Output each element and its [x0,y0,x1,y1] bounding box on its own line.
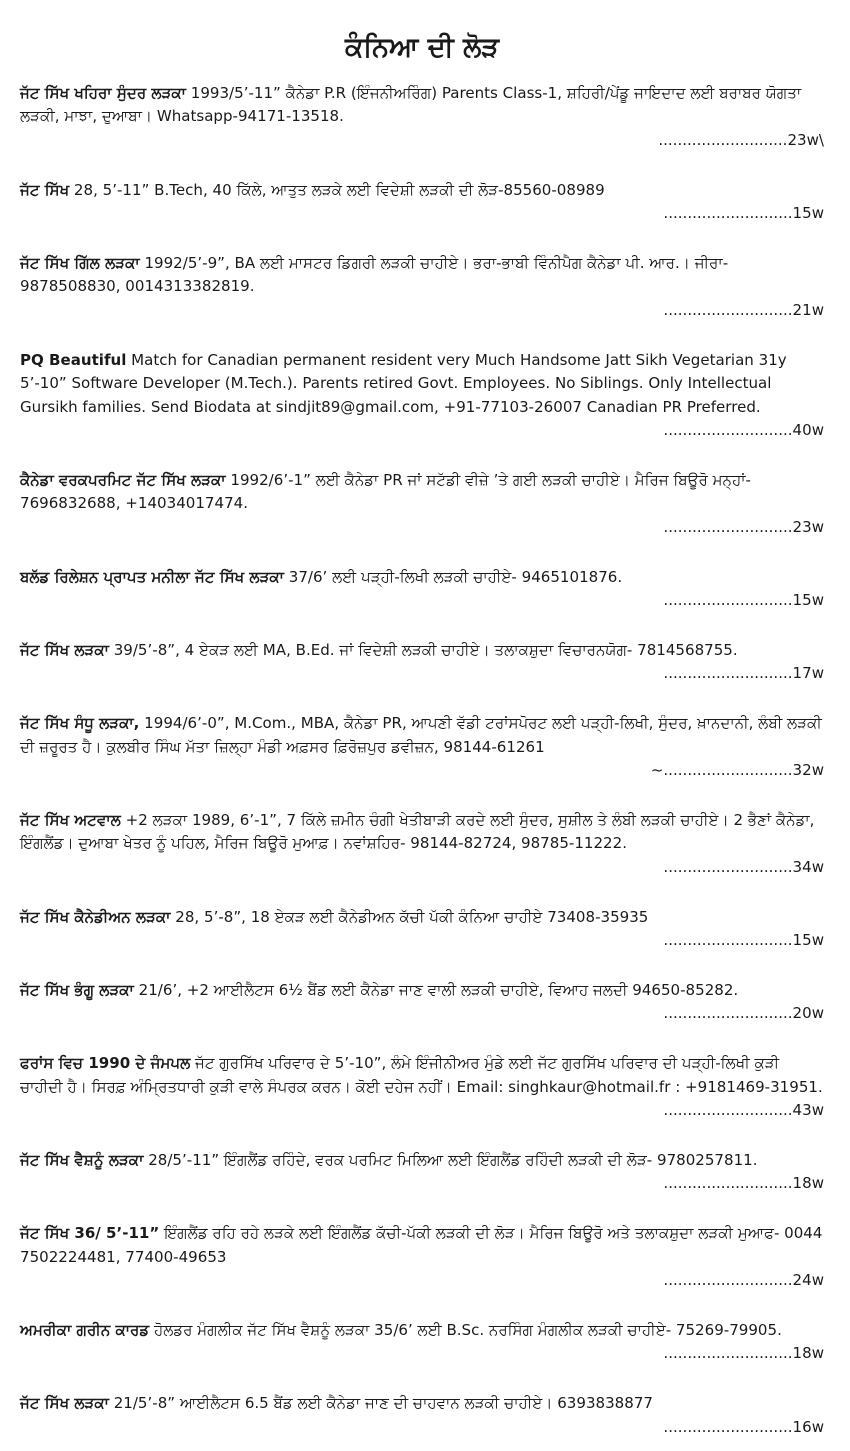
ad-lead: PQ Beautiful [20,350,127,369]
ad-code: ...........................21w [663,300,824,319]
ad-text: 39/5’-8”, 4 ਏਕੜ ਲਈ MA, B.Ed. ਜਾਂ ਵਿਦੇਸ਼ੀ ਲੜਕੀ ਚਾਹੀਏ। ਤਲਾਕਸ਼ੁਦਾ ਵਿਚਾਰਨਯੋਗ- 7814568755. [113,640,738,659]
ad-text: 21/6’, +2 ਆਈਲੈਟਸ 6½ ਬੈਂਡ ਲਈ ਕੈਨੇਡਾ ਜਾਣ ਵਾਲੀ ਲੜਕੀ ਚਾਹੀਏ, ਵਿਆਹ ਜਲਦੀ 94650-85282. [138,980,739,999]
ad-lead: ਬਲੱਡ ਰਿਲੇਸ਼ਨ ਪ੍ਰਾਪਤ ਮਨੀਲਾ ਜੱਟ ਸਿੱਖ ਲੜਕਾ [20,567,284,586]
ad-code: ...........................16w [663,1417,824,1436]
classified-ad [20,349,824,443]
ad-text: ਹੋਲਡਰ ਮੰਗਲੀਕ ਜੱਟ ਸਿੱਖ ਵੈਸ਼ਨੂੰ ਲੜਕਾ 35/6’ ਲਈ B.Sc. ਨਰਸਿੰਗ ਮੰਗਲੀਕ ਲੜਕੀ ਚਾਹੀਏ- 75269-79905. [153,1321,782,1340]
ad-text: 21/5’-8” ਆਈਲੈਟਸ 6.5 ਬੈਂਡ ਲਈ ਕੈਨੇਡਾ ਜਾਣ ਦੀ ਚਾਹਵਾਨ ਲੜਕੀ ਚਾਹੀਏ। 6393838877 [113,1394,653,1413]
ad-lead: ਜੱਟ ਸਿੱਖ 36/ 5’-11” [20,1224,160,1243]
classified-ad [20,712,824,782]
ad-lead: ਜੱਟ ਸਿੱਖ ਲੜਕਾ [20,640,109,659]
ad-lead: ਜੱਟ ਸਿੱਖ ਗਿੱਲ ਲੜਕਾ [20,254,140,273]
ad-lead: ਕੈਨੇਡਾ ਵਰਕਪਰਮਿਟ ਜੱਟ ਸਿੱਖ ਲੜਕਾ [20,470,226,489]
page-title: ਕੰਨਿਆ ਦੀ ਲੋੜ [344,32,500,63]
ad-code: ...........................20w [663,1004,824,1023]
ad-text: +2 ਲੜਕਾ 1989, 6’-1”, 7 ਕਿੱਲੇ ਜ਼ਮੀਨ ਚੰਗੀ ਖੇਤੀਬਾੜੀ ਕਰਦੇ ਲਈ ਸੁੰਦਰ, ਸੁਸ਼ੀਲ ਤੇ ਲੰਬੀ ਲੜਕੀ ਚਾਹੀਏ। 2 ਭੈਣਾਂ ਕੈਨੇਡਾ, ਇੰਗਲੈਂਡ। ਦੁਆਬਾ ਖੇਤਰ ਨੂੰ ਪਹਿਲ, ਮੈਰਿਜ ਬਿਊਰੋ ਮੁਆਫ਼। ਨਵਾਂਸ਼ਹਿਰ- 98144-82724, 98785-11222. [20,810,815,853]
ad-code: ...........................34w [663,857,824,876]
classified-ad [20,179,824,226]
ad-code: ...........................43w [663,1101,824,1120]
classified-ad [20,82,824,152]
ad-code: ~...........................32w [650,761,824,780]
ad-lead: ਜੱਟ ਸਿੱਖ ਕੈਨੇਡੀਅਨ ਲੜਕਾ [20,907,171,926]
classified-ad [20,1222,824,1292]
ad-lead: ਜੱਟ ਸਿੱਖ ਲੜਕਾ [20,1394,109,1413]
classified-ad [20,1149,824,1196]
ad-code: ...........................15w [663,204,824,223]
ad-code: ...........................18w [663,1344,824,1363]
ad-lead: ਅਮਰੀਕਾ ਗਰੀਨ ਕਾਰਡ [20,1321,150,1340]
ad-code: ...........................15w [663,931,824,950]
ad-lead: ਜੱਟ ਸਿੱਖ ਵੈਸ਼ਨੂੰ ਲੜਕਾ [20,1151,144,1169]
classified-ad [20,252,824,322]
ad-text: Match for Canadian permanent resident very Much Handsome Jatt Sikh Vegetarian 31y 5’-10” Software Developer (M.Tech.). Parents retired Govt. Employees. No Siblings. Only Intellectual Gursikh families. Send Biodata at sindjit89@gmail.com, +91-77103-26007 Canadian PR Preferred. [20,350,787,416]
classified-ad [20,1052,824,1122]
ad-code: ...........................15w [663,591,824,609]
ad-text: 28/5’-11” ਇੰਗਲੈਂਡ ਰਹਿੰਦੇ, ਵਰਕ ਪਰਮਿਟ ਮਿਲਿਆ ਲਈ ਇੰਗਲੈਂਡ ਰਹਿੰਦੀ ਲੜਕੀ ਦੀ ਲੋੜ- 9780257811. [148,1151,758,1169]
classified-ad [20,566,824,613]
ad-code: ...........................23w\ [658,130,824,149]
ad-code: ...........................24w [663,1271,824,1290]
ad-text: ਜੱਟ ਗੁਰਸਿੱਖ ਪਰਿਵਾਰ ਦੇ 5’-10”, ਲੰਮੇ ਇੰਜੀਨੀਅਰ ਮੁੰਡੇ ਲਈ ਜੱਟ ਗੁਰਸਿੱਖ ਪਰਿਵਾਰ ਦੀ ਪੜ੍ਹੀ-ਲਿਖੀ ਕੁੜੀ ਚਾਹੀਦੀ ਹੈ। ਸਿਰਫ਼ ਅੰਮ੍ਰਿਤਧਾਰੀ ਕੁੜੀ ਵਾਲੇ ਸੰਪਰਕ ਕਰਨ। ਕੋਈ ਦਹੇਜ ਨਹੀਂ। Email: singhkaur@hotmail.fr : +9181469-31951. [20,1054,823,1096]
classified-ad [20,809,824,879]
ad-lead: ਜੱਟ ਸਿੱਖ [20,180,70,199]
ad-text: 37/6’ ਲਈ ਪੜ੍ਹੀ-ਲਿਖੀ ਲੜਕੀ ਚਾਹੀਏ- 9465101876. [288,567,623,586]
classified-ad [20,639,824,686]
ad-code: ...........................17w [663,664,824,683]
ad-text: 1992/6’-1” ਲਈ ਕੈਨੇਡਾ PR ਜਾਂ ਸਟੱਡੀ ਵੀਜ਼ੇ ’ਤੇ ਗਈ ਲੜਕੀ ਚਾਹੀਏ। ਮੈਰਿਜ ਬਿਊਰੋ ਮਨ੍ਹਾਂ- 7696832688, +14034017474. [20,470,751,513]
ad-lead: ਫਰਾਂਸ ਵਿਚ 1990 ਦੇ ਜੰਮਪਲ [20,1054,191,1073]
ad-text: 1994/6’-0”, M.Com., MBA, ਕੈਨੇਡਾ PR, ਆਪਣੀ ਵੱਡੀ ਟਰਾਂਸਪੋਰਟ ਲਈ ਪੜ੍ਹੀ-ਲਿਖੀ, ਸੁੰਦਰ, ਖ਼ਾਨਦਾਨੀ, ਲੰਬੀ ਲੜਕੀ ਦੀ ਜ਼ਰੂਰਤ ਹੈ। ਕੁਲਬੀਰ ਸਿੰਘ ਮੱਤਾ ਜ਼ਿਲ੍ਹਾ ਮੰਡੀ ਅਫ਼ਸਰ ਫ਼ਿਰੋਜ਼ਪੁਰ ਡਵੀਜ਼ਨ, 98144-61261 [20,714,822,756]
classified-ad [20,469,824,539]
classified-ad [20,1392,824,1439]
ad-code: ...........................40w [663,420,824,439]
ad-lead: ਜੱਟ ਸਿੱਖ ਸੰਧੂ ਲੜਕਾ, [20,714,140,733]
ad-text: 28, 5’-11” B.Tech, 40 ਕਿੱਲੇ, ਆਤੁਤ ਲੜਕੇ ਲਈ ਵਿਦੇਸ਼ੀ ਲੜਕੀ ਦੀ ਲੋੜ-85560-08989 [73,180,605,199]
ad-text: 28, 5’-8”, 18 ਏਕੜ ਲਈ ਕੈਨੇਡੀਅਨ ਕੱਚੀ ਪੱਕੀ ਕੰਨਿਆ ਚਾਹੀਏ 73408-35935 [175,907,649,926]
ad-lead: ਜੱਟ ਸਿੱਖ ਅਟਵਾਲ [20,810,121,829]
classified-ad [20,1319,824,1366]
ad-lead: ਜੱਟ ਸਿੱਖ ਖਹਿਰਾ ਸੁੰਦਰ ਲੜਕਾ [20,84,186,102]
classified-ad [20,906,824,953]
ad-text: 1992/5’-9”, BA ਲਈ ਮਾਸਟਰ ਡਿਗਰੀ ਲੜਕੀ ਚਾਹੀਏ। ਭਰਾ-ਭਾਬੀ ਵਿੰਨੀਪੈਗ ਕੈਨੇਡਾ ਪੀ. ਆਰ.। ਜੀਰਾ- 9878508830, 0014313382819. [20,254,729,296]
ad-code: ...........................18w [663,1174,824,1193]
classified-ad [20,979,824,1026]
ad-text: ਇੰਗਲੈਂਡ ਰਹਿ ਰਹੇ ਲੜਕੇ ਲਈ ਇੰਗਲੈਂਡ ਕੱਚੀ-ਪੱਕੀ ਲੜਕੀ ਦੀ ਲੋੜ। ਮੈਰਿਜ ਬਿਊਰੋ ਅਤੇ ਤਲਾਕਸ਼ੁਦਾ ਲੜਕੀ ਮੁਆਫ- 0044 7502224481, 77400-49653 [20,1224,823,1266]
ads-list [20,82,824,1439]
ad-text: 1993/5’-11” ਕੈਨੇਡਾ P.R (ਇੰਜਨੀਅਰਿੰਗ) Parents Class-1, ਸ਼ਹਿਰੀ/ਪੇਂਡੂ ਜਾਇਦਾਦ ਲਈ ਬਰਾਬਰ ਯੋਗਤਾ ਲੜਕੀ, ਮਾਝਾ, ਦੁਆਬਾ। Whatsapp-94171-13518. [20,84,802,126]
ad-code: ...........................23w [663,517,824,536]
ad-lead: ਜੱਟ ਸਿੱਖ ਭੰਗੂ ਲੜਕਾ [20,980,134,999]
